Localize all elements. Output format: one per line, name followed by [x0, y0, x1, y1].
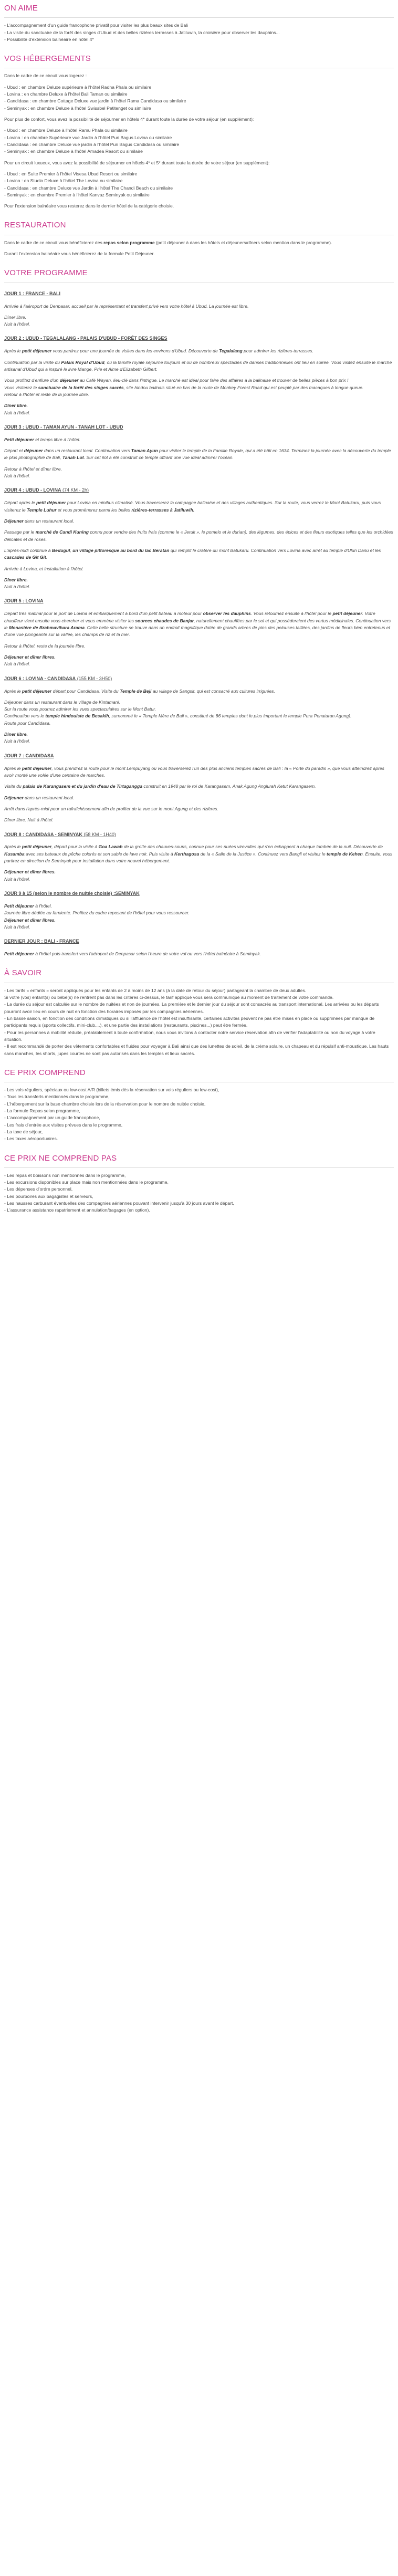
- list-item: - Les excursions disponibles sur place mais non mentionnées dans le programme,: [4, 1180, 169, 1185]
- section-title-restauration: RESTAURATION: [4, 221, 66, 230]
- comfort-note: Pour plus de confort, vous avez la possibilité de séjourner en hôtels 4* durant toute la durée de votre séjour (en supplément):: [4, 117, 254, 122]
- list-item: - Les taxes aéroportuaires.: [4, 1136, 58, 1142]
- day-meals: Retour à l'hôtel et dîner libre. Nuit à l'hôtel.: [4, 466, 62, 479]
- section-a-savoir: [4, 967, 394, 1057]
- list-item: - Les repas et boissons non mentionnés dans le programme,: [4, 1172, 126, 1178]
- section-programme: [4, 267, 394, 957]
- list-item: - Les tarifs « enfants » seront appliqués pour les enfants de 2 à moins de 12 ans (à la date de retour du séjour) partageant la chambre de deux adultes.: [4, 987, 307, 993]
- section-title-hebergements: VOS HÉBERGEMENTS: [4, 54, 91, 64]
- day-text: Départ très matinal pour le port de Lovina et embarquement à bord d'un petit bateau à moteur pour observer les dauphins. Vous retournez ensuite à l'hôtel pour le petit déjeuner. Votre chauffeur vient ensuite vous chercher et vous emmène visiter les sources chaudes de Banjar, naturellement chauffées par le sol et qui posséderaient des vertus médicinales. Continuation vers le Monastère de Brahmavihara Arama. Cette belle structure se trouve dans un endroit magnifique dotée de grands arbres de pins des pelouses taillées, des jardins de fleurs bien entretenus et d'une vue plongeante sur la vallée, les champs de riz et la mer.: [4, 611, 391, 638]
- hotel-group-comfort: [4, 127, 394, 155]
- day-title: JOUR 4 : UBUD - LOVINA (74 KM - 2h): [4, 487, 89, 493]
- list-item: - La formule Repas selon programme,: [4, 1108, 80, 1113]
- list-item: - Candidasa : en chambre Deluxe vue jardin à l'hôtel Puri Bagus Candidasa ou similaire: [4, 141, 180, 147]
- hebergements-intro: Dans le cadre de ce circuit vous logerez :: [4, 73, 87, 79]
- list-item: - La taxe de séjour,: [4, 1129, 43, 1134]
- section-title-a-savoir: À SAVOIR: [4, 968, 42, 978]
- day-title: JOUR 7 : CANDIDASA: [4, 753, 54, 758]
- list-item: - En basse saison, en fonction des conditions climatiques ou si l'affluence de l'hôtel est insuffisante, certaines activités peuvent ne pas être mises en place ou supprimées par manque de participants requis (sports collectifs, mini-club,...), et une partie des installations (restaurants, piscines...) peut être fermée.: [4, 1015, 375, 1028]
- hotel-group-standard: [4, 84, 394, 112]
- list-item: - L'hébergement sur la base chambre choisie lors de la réservation pour le nombre de nuitée choisie,: [4, 1101, 206, 1107]
- day-text: Vous profitez d'enfiure d'un déjeuner au Café Wayan, lieu-clé dans l'intrigue. Le marché est idéal pour faire des affaires à la balinaise et trouver de belles pièces à bon prix ! Vous visiterez le sanctuaire de la forêt des singes sacrés, site hindou balinais situé en bas de la route de Monkey Forest Road qui est peuplé par des macaques à longue queue. Retour à l'hôtel et reste de la journée libre.: [4, 378, 364, 397]
- list-item: - L'assurance assistance rapatriement et annulation/bagages (en option).: [4, 1207, 150, 1213]
- section-ce-prix-comprend: [4, 1067, 394, 1143]
- day-title: JOUR 9 à 15 (selon le nombre de nuitée choisie) :SEMINYAK: [4, 891, 140, 896]
- section-title-on-aime: ON AIME: [4, 4, 38, 13]
- list-item: - Candidasa : en chambre Cottage Deluxe vue jardin à l'hôtel Rama Candidasa ou similaire: [4, 98, 186, 104]
- list-item: - Ubud : en chambre Deluxe à l'hôtel Ramu Phala ou similaire: [4, 128, 128, 133]
- list-item: - Les hausses carburant éventuelles des compagnies aériennes pouvant intervenir jusqu'à 30 jours avant le départ,: [4, 1201, 234, 1206]
- list-item: - Les vols réguliers, spéciaux ou low-cost A/R (billets émis dès la réservation sur vols réguliers ou low-cost),: [4, 1087, 219, 1093]
- list-item: - Candidasa : en chambre Deluxe vue Jardin à l'hôtel The Chandi Beach ou similaire: [4, 185, 173, 191]
- list-item: - Ubud : en Suite Premier à l'hôtel Visesa Ubud Resort ou similaire: [4, 171, 138, 176]
- list-item: - Il est recommandé de porter des vêtements confortables et fluides pour voyager à Bali ainsi que des lunettes de soleil, de la crème solaire, un chapeau et du répulsif anti-moustique. Les hauts sans manches, les shorts, jupes courtes ne sont pas autorisés dans les temples et lieux sacrés.: [4, 1044, 389, 1056]
- day-text: Déjeuner dans un restaurant dans le village de Kintamani. Sur la route vous pourrez admirer les vues spectaculaires sur le Mont Batur. Continuation vers le temple hindouiste de Besakih, surnommé le « Temple Mère de Bali », constitué de 86 temples dont le plus important le temple Pura Penataran Agung). Route pour Candidasa.: [4, 699, 352, 726]
- day-text: Passage par le marché de Candi Kuning connu pour vendre des fruits frais (comme le « Jeruk », le pomelo et le durian), des légumes, des épices et des fleurs exotiques telles que les orchidées délicates et de roses.: [4, 529, 393, 542]
- day-text: Déjeuner dans un restaurant local.: [4, 795, 75, 800]
- list-item: - La durée du séjour est calculée sur le nombre de nuitées et non de journées. La première et le dernier jour du séjour sont consacrés au transport international. Les arrivées ou les départs pourront avoir lieu en cours de nuit en fonction des horaires imposés par les compagnies aériennes.: [4, 1002, 379, 1014]
- day-meals: Déjeuner et dîner libres. Nuit à l'hôtel.: [4, 654, 56, 667]
- day-text: Arrivée à l'aéroport de Denpasar, accueil par le représentant et transfert privé vers votre hôtel à Ubud. La journée est libre.: [4, 303, 249, 309]
- day-meals: Dîner libre. Nuit à l'hôtel.: [4, 577, 30, 590]
- list-item: - Lovina : en chambre Deluxe à l'hôtel Bali Taman ou similaire: [4, 91, 128, 97]
- day-text: Après le petit déjeuner départ pour Candidasa. Visite du Temple de Beji au village de Sangsit, qui est consacré aux cultures irriguées.: [4, 688, 275, 694]
- list-item: - Ubud : en chambre Deluxe supérieure à l'hôtel Radha Phala ou similaire: [4, 84, 152, 90]
- day-text: Petit déjeuner et temps libre à l'hôtel.: [4, 436, 80, 442]
- day-title: JOUR 2 : UBUD - TEGALALANG - PALAIS D'UBUD - FORÊT DES SINGES: [4, 336, 167, 341]
- list-item: - Les frais d'entrée aux visites prévues dans le programme,: [4, 1122, 123, 1128]
- day-text: Arrêt dans l'après-midi pour un rafraîchissement afin de profiter de la vue sur le mont Agung et des rizières.: [4, 806, 218, 811]
- section-on-aime: [4, 2, 394, 43]
- day-text: Petit déjeuner à l'hôtel. Journée libre dédiée au farniente. Profitez du cadre reposant de l'hôtel pour vous ressourcer. Déjeuner et dîner libres. Nuit à l'hôtel.: [4, 903, 190, 930]
- day-text: Déjeuner dans un restaurant local.: [4, 518, 75, 524]
- day-text: Visite du palais de Karangasem et du jardin d'eau de Tirtagangga construit en 1948 par le roi de Karangasem, Anak Agung Anglurah Ketut Karangasem.: [4, 784, 316, 789]
- list-item: - Seminyak : en chambre Premier à l'hôtel Kanvaz Seminyak ou similaire: [4, 192, 150, 197]
- day-meals: Dîner libre. Nuit à l'hôtel.: [4, 403, 30, 415]
- luxury-note: Pour un circuit luxueux, vous avez la possibilité de séjourner en hôtels 4* et 5* durant toute la durée de votre séjour (en supplément):: [4, 160, 270, 165]
- day-meals: Dîner libre. Nuit à l'hôtel.: [4, 732, 30, 744]
- divider: [4, 1167, 394, 1168]
- list-item: - Pour les personnes à mobilité réduite, préalablement à toute confirmation, nous vous invitons à contacter notre service réservation afin de vérifier l'adaptabilité ou non du voyage à votre situation.: [4, 1029, 375, 1042]
- day-title: JOUR 6 : LOVINA - CANDIDASA (155 KM - 3H50): [4, 675, 112, 681]
- day-text: Après le petit déjeuner, vous prendrez la route pour le mont Lempuyang où vous traverserez l'un des plus anciens temples sacrés de Bali : la « Porte du paradis », que vous atteindrez après avoir monté une volée d'une centaine de marches.: [4, 765, 384, 778]
- section-ce-prix-ne-comprend-pas: [4, 1152, 394, 1214]
- day-title: JOUR 1 : FRANCE - BALI: [4, 290, 61, 296]
- extension-note: Pour l'extension balnéaire vous resterez dans le dernier hôtel de la catégorie choisie.: [4, 203, 174, 209]
- day-text: Départ et déjeuner dans un restaurant local. Continuation vers Taman Ayun pour visiter le temple de la Famille Royale, qui a été bâti en 1634. Terminez la journée avec la découverte du temple le plus photographié de Bali, Tanah Lot. Sur cet îlot a été construit ce temple offrant une vue idéal admirer l'océan.: [4, 448, 391, 461]
- page: [0, 0, 398, 1239]
- day-text: Continuation par la visite du Palais Royal d'Ubud, où la famille royale séjourne toujours et où de nombreux spectacles de danses traditionnelles ont lieu en soirée. Vous visitez ensuite le marché artisanal d'Ubud qui a inspiré le livre Mange, Prie et Aime d'Elizabeth Gilbert.: [4, 359, 392, 372]
- day-title: JOUR 8 : CANDIDASA - SEMINYAK (58 KM - 1H40): [4, 831, 116, 837]
- day-title: DERNIER JOUR : BALI - FRANCE: [4, 938, 79, 944]
- divider: [4, 17, 394, 18]
- section-title-ce-prix-comprend: CE PRIX COMPREND: [4, 1068, 86, 1077]
- day-text: Après le petit déjeuner vous partirez pour une journée de visites dans les environs d'Ubud. Découverte de Tegalalang pour admirer les rizières-terrasses.: [4, 348, 313, 354]
- list-item: - Les pourboires aux bagagistes et serveurs,: [4, 1193, 93, 1199]
- section-title-programme: VOTRE PROGRAMME: [4, 268, 88, 278]
- list-item: - Seminyak : en chambre Deluxe à l'hôtel Amadea Resort ou similaire: [4, 149, 143, 154]
- section-title-ce-prix-ne-comprend-pas: CE PRIX NE COMPREND PAS: [4, 1153, 117, 1163]
- list-item: - Tous les transferts mentionnés dans le programme,: [4, 1094, 110, 1100]
- hotel-group-luxury: [4, 171, 394, 199]
- list-item: Si votre (vos) enfant(s) ou bébé(s) ne rentrent pas dans les critères ci-dessus, le tarif appliqué vous sera communiqué au moment de traitement de votre commande.: [4, 995, 334, 1000]
- list-item: - Les dépenses d'ordre personnel,: [4, 1186, 73, 1192]
- list-item: - Possibilité d'extension balnéaire en hôtel 4*: [4, 36, 94, 42]
- list-item: - L'accompagnement d'un guide francophone privatif pour visiter les plus beaux sites de Bali: [4, 23, 188, 28]
- section-hebergements: [4, 53, 394, 210]
- list-item: - L'accompagnement par un guide francophone,: [4, 1115, 100, 1121]
- day-text: Retour à l'hôtel, reste de la journée libre.: [4, 643, 86, 649]
- day-title: JOUR 5 : LOVINA: [4, 598, 44, 604]
- list-item: - Lovina : en chambre Supérieure vue Jardin à l'hôtel Puri Bagus Lovina ou similaire: [4, 134, 172, 140]
- day-text: Arrivée à Lovina, et installation à l'hôtel.: [4, 566, 84, 571]
- day-text: L'après-midi continue à Bedugul, un village pittoresque au bord du lac Beratan qui remplit le cratère du mont Batukaru. Continuation vers Lovina avec arrêt au temple d'Ulun Danu et les cascades de Git Git.: [4, 547, 381, 560]
- section-restauration: [4, 219, 394, 257]
- list-item: - La visite du sanctuaire de la forêt des singes d'Ubud et des belles rizières terrasses à Jatiluwih, la croisière pour observer les dauphins...: [4, 29, 280, 35]
- list-item: - Seminyak : en chambre Deluxe à l'hôtel Swissbel Petitenget ou similaire: [4, 105, 151, 111]
- day-text: Après le petit déjeuner, départ pour la visite à Goa Lawah de la grotte des chauves-souris, connue pour ses nuées virevoltes qui s'en échappent à chaque tombée de la nuit. Découverte de Kusamba avec ses bateaux de pêche colorés et son sable de lave noir. Puis visite à Kerthagosa de la « Salle de la Justice ». Continuez vers Bangli et visitez le temple de Kehen. Ensuite, vous partirez en direction de Seminyak pour installation dans votre nouvel hébergement.: [4, 844, 393, 864]
- restauration-text: Dans le cadre de ce circuit vous bénéficierez des repas selon programme (petit déjeuner à dans les hôtels et déjeuners/dîners selon mention dans le programme).: [4, 239, 332, 245]
- day-text: Petit déjeuner à l'hôtel puis transfert vers l'aéroport de Denpasar selon l'heure de votre vol ou vers l'hôtel balnéaire à Seminyak.: [4, 951, 261, 957]
- day-title: JOUR 3 : UBUD - TAMAN AYUN - TANAH LOT - UBUD: [4, 424, 123, 430]
- day-meals: Déjeuner et dîner libres. Nuit à l'hôtel.: [4, 869, 56, 882]
- day-text: Départ après le petit déjeuner pour Lovina en minibus climatisé. Vous traverserez la campagne balinaise et des villages authentiques. Sur la route, vous verrez le Mont Batukaru, puis vous visiterez le Temple Luhur et vous promènerez parmi les belles rizières-terrasses à Jatiluwih.: [4, 500, 381, 513]
- day-meals: Dîner libre. Nuit à l'hôtel.: [4, 817, 54, 823]
- restauration-extension: Durant l'extension balnéaire vous bénéficierez de la formule Petit Déjeuner.: [4, 251, 155, 256]
- day-meals: Dîner libre. Nuit à l'hôtel.: [4, 314, 30, 327]
- list-item: - Lovina : en Studio Deluxe à l'hôtel The Lovina ou similaire: [4, 178, 123, 184]
